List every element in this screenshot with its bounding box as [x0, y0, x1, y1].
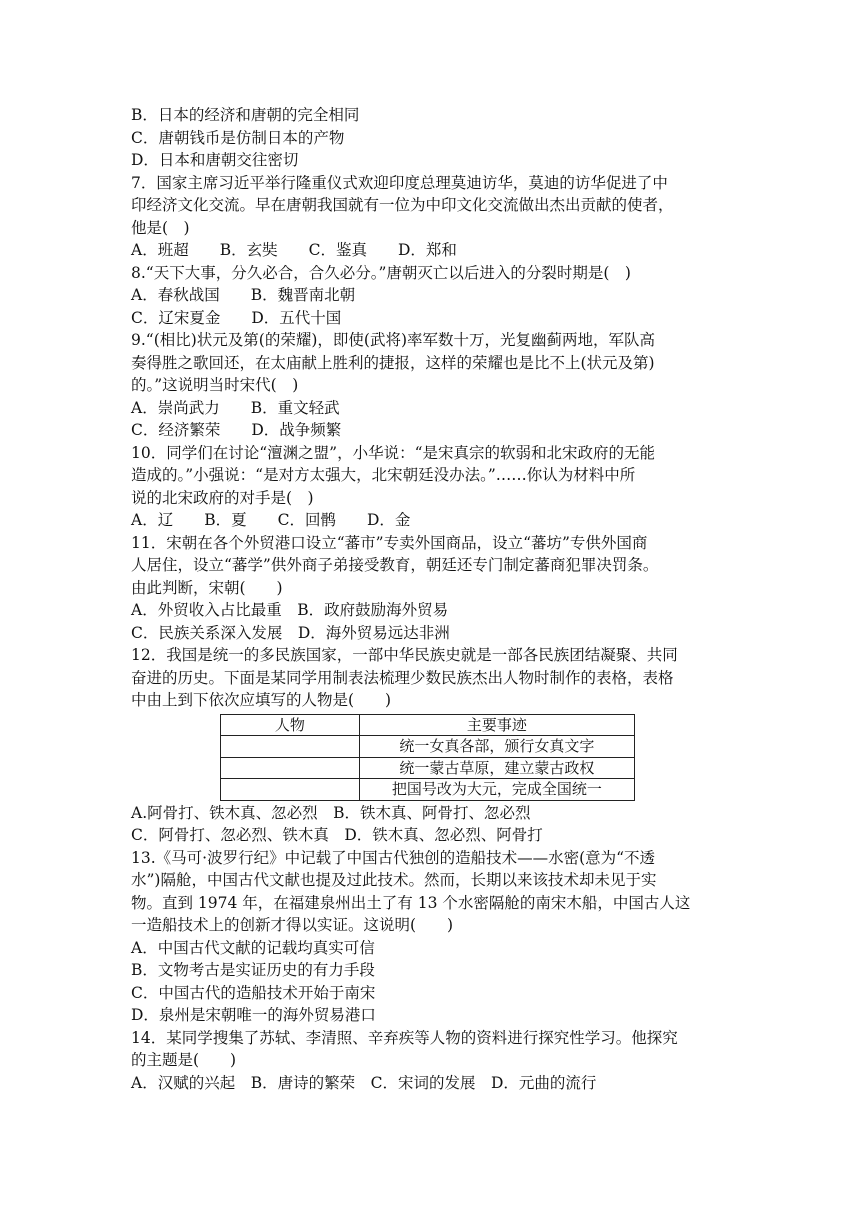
- text-line: 说的北宋政府的对手是( ): [131, 488, 314, 507]
- text-line: A．辽 B．夏 C．回鹘 D．金: [131, 511, 411, 529]
- text-line: 的主题是( ): [131, 1051, 237, 1069]
- table-row: [221, 757, 635, 779]
- text-line: 14．某同学搜集了苏轼、李清照、辛弃疾等人物的资料进行探究性学习。他探究: [131, 1028, 678, 1047]
- table-row: [221, 736, 635, 758]
- text-line: 奋进的历史。下面是某同学用制表法梳理少数民族杰出人物时制作的表格，表格: [131, 668, 674, 687]
- text-line: B．日本的经济和唐朝的完全相同: [131, 106, 360, 124]
- text-line: 10．同学们在讨论“澶渊之盟”，小华说：“是宋真宗的软弱和北宋政府的无能: [131, 443, 655, 462]
- text-line: A．汉赋的兴起 B．唐诗的繁荣 C．宋词的发展 D．元曲的流行: [131, 1073, 597, 1092]
- text-line: 11．宋朝在各个外贸港口设立“蕃市”专卖外国商品，设立“蕃坊”专供外国商: [131, 533, 648, 552]
- table-cell-deeds: 统一蒙古草原，建立蒙古政权: [359, 757, 634, 779]
- text-line: A．春秋战国 B．魏晋南北朝: [131, 286, 356, 304]
- table-row: [221, 779, 635, 801]
- text-line: 中由上到下依次应填写的人物是( ): [131, 691, 392, 709]
- text-line: D．日本和唐朝交往密切: [131, 151, 299, 169]
- figures-table-wrap: [220, 714, 731, 801]
- text-line: D．泉州是宋朝唯一的海外贸易港口: [131, 1006, 376, 1024]
- minority-figures-table: [220, 714, 635, 801]
- text-line: A．班超 B．玄奘 C．鉴真 D．郑和: [131, 241, 457, 259]
- table-cell-deeds: 统一女真各部，颁行女真文字: [359, 736, 634, 758]
- text-line: 的。”这说明当时宋代( ): [131, 376, 299, 394]
- table-header-deeds: 主要事迹: [359, 714, 634, 736]
- table-cell-deeds: 把国号改为大元，完成全国统一: [359, 779, 634, 801]
- text-line: 造成的。”小强说：“是对方太强大，北宋朝廷没办法。”……你认为材料中所: [131, 466, 636, 484]
- table-cell-person: [221, 779, 360, 801]
- text-line: 7．国家主席习近平举行隆重仪式欢迎印度总理莫迪访华，莫迪的访华促进了中: [131, 173, 668, 192]
- text-line: 9.“(相比)状元及第(的荣耀)，即使(武将)率军数十万，光复幽蓟两地，军队高: [131, 331, 655, 349]
- text-line: 一造船技术上的创新才得以实证。这说明( ): [131, 916, 454, 934]
- text-line: 印经济文化交流。早在唐朝我国就有一位为中印文化交流做出杰出贡献的使者，: [131, 196, 674, 214]
- text-line: A.阿骨打、铁木真、忽必烈 B．铁木真、阿骨打、忽必烈: [131, 803, 531, 822]
- text-line: C．阿骨打、忽必烈、铁木真 D．铁木真、忽必烈、阿骨打: [131, 826, 543, 844]
- text-line: A．中国古代文献的记载均真实可信: [131, 938, 375, 957]
- text-line: A．外贸收入占比最重 B．政府鼓励海外贸易: [131, 601, 449, 619]
- text-line: C．民族关系深入发展 D．海外贸易远达非洲: [131, 623, 450, 642]
- text-line: 13.《马可·波罗行纪》中记载了中国古代独创的造船技术——水密(意为“不透: [131, 848, 656, 867]
- question-lines-before-table: [131, 104, 731, 712]
- table-header-person: 人物: [221, 714, 360, 736]
- text-line: 水”)隔舱，中国古代文献也提及过此技术。然而，长期以来该技术却未见于实: [131, 871, 657, 889]
- text-line: C．唐朝钱币是仿制日本的产物: [131, 128, 345, 147]
- text-line: 人居住，设立“蕃学”供外商子弟接受教育，朝廷还专门制定蕃商犯罪决罚条。: [131, 556, 659, 574]
- text-line: C．经济繁荣 D．战争频繁: [131, 421, 342, 439]
- text-line: B．文物考古是实证历史的有力手段: [131, 961, 375, 979]
- text-line: 8.“天下大事，分久必合，合久必分。”唐朝灭亡以后进入的分裂时期是( ): [131, 263, 631, 282]
- table-cell-person: [221, 757, 360, 779]
- question-lines-after-table: [131, 802, 731, 1095]
- text-line: 物。直到 1974 年，在福建泉州出土了有 13 个水密隔舱的南宋木船，中国古人这: [131, 893, 691, 912]
- table-header-row: [221, 714, 635, 736]
- text-line: A．崇尚武力 B．重文轻武: [131, 398, 340, 417]
- text-line: C．中国古代的造船技术开始于南宋: [131, 983, 376, 1002]
- table-cell-person: [221, 736, 360, 758]
- text-line: 12．我国是统一的多民族国家，一部中华民族史就是一部各民族团结凝聚、共同: [131, 646, 678, 664]
- exam-content: [131, 104, 731, 1094]
- text-line: 他是( ): [131, 218, 190, 237]
- text-line: C．辽宋夏金 D．五代十国: [131, 308, 342, 327]
- text-line: 奏得胜之歌回还，在太庙献上胜利的捷报，这样的荣耀也是比不上(状元及第): [131, 353, 655, 372]
- text-line: 由此判断，宋朝( ): [131, 578, 283, 597]
